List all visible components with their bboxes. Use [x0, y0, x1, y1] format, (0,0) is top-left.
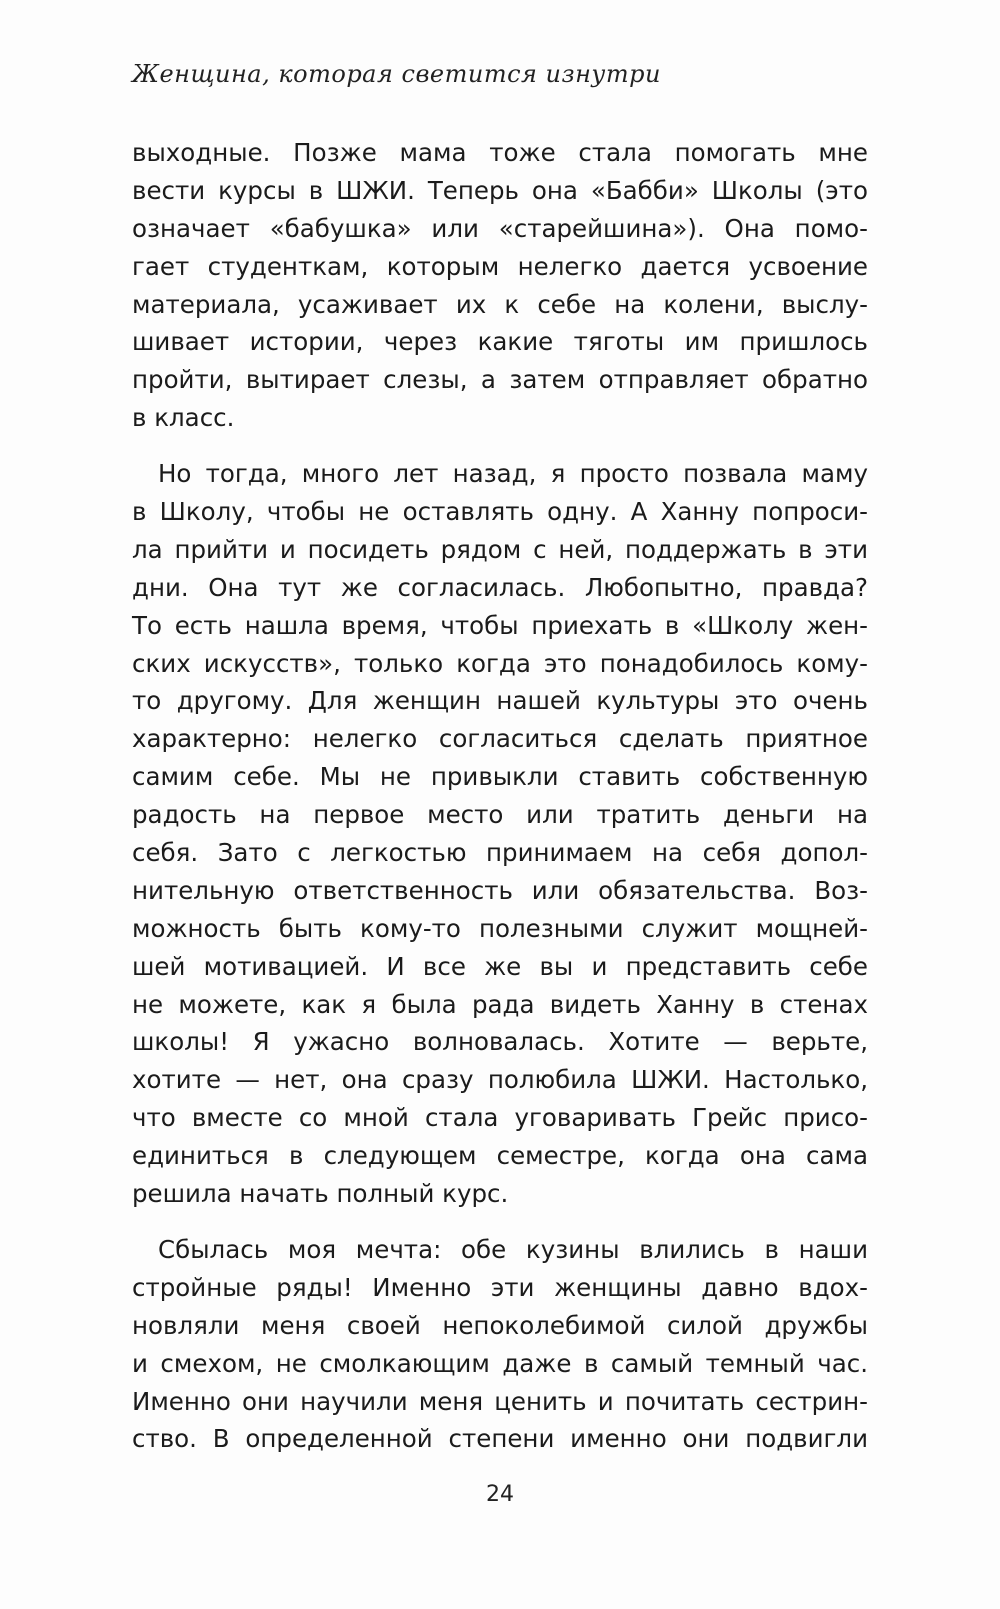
text-line: хотите — нет, она сразу полюбила ШЖИ. Настолько,: [132, 1065, 868, 1095]
text-line: новляли меня своей непоколебимой силой дружбы: [132, 1310, 868, 1340]
text-line: стройные ряды! Именно эти женщины давно вдох-: [132, 1272, 868, 1302]
text-line: характерно: нелегко согласиться сделать приятное: [132, 724, 868, 754]
text-line: выходные. Позже мама тоже стала помогать мне: [132, 138, 868, 167]
paragraph-3: [132, 1231, 868, 1458]
text-line: можность быть кому-то полезными служит мощней-: [132, 913, 868, 943]
text-line: означает «бабушка» или «старейшина»). Она помо-: [132, 213, 868, 243]
text-line: и смехом, не смолкающим даже в самый темный час.: [132, 1348, 868, 1378]
text-line: материала, усаживает их к себе на колени, выслу-: [132, 289, 868, 319]
paragraph-gap: [132, 437, 868, 455]
text-line: Именно они научили меня ценить и почитать сестрин-: [132, 1386, 868, 1416]
paragraph-gap: [132, 1213, 868, 1231]
running-head: Женщина, которая светится изнутри: [132, 60, 661, 88]
text-line: ство. В определенной степени именно они подвигли: [132, 1424, 868, 1454]
text-line: в класс.: [132, 403, 235, 433]
text-line: шей мотивацией. И все же вы и представить себе: [132, 951, 868, 981]
text-line: вести курсы в ШЖИ. Теперь она «Бабби» Школы (это: [132, 175, 868, 205]
text-line: единиться в следующем семестре, когда она сама: [132, 1141, 868, 1171]
text-line: пройти, вытирает слезы, а затем отправляет обратно: [132, 365, 868, 395]
text-line: То есть нашла время, чтобы приехать в «Школу жен-: [132, 610, 868, 640]
text-line: не можете, как я была рада видеть Ханну в стенах: [132, 989, 868, 1019]
text-line: в Школу, чтобы не оставлять одну. А Ханну попроси-: [132, 497, 868, 527]
text-line: самим себе. Мы не привыкли ставить собственную: [132, 762, 868, 792]
text-line: то другому. Для женщин нашей культуры это очень: [132, 686, 868, 716]
text-line: себя. Зато с легкостью принимаем на себя допол-: [132, 838, 868, 868]
text-line: ла прийти и посидеть рядом с ней, поддержать в эти: [132, 534, 868, 564]
text-line: шивает истории, через какие тяготы им пришлось: [132, 327, 868, 357]
paragraph-1: [132, 134, 868, 437]
text-line: что вместе со мной стала уговаривать Грейс присо-: [132, 1103, 868, 1133]
text-line: школы! Я ужасно волновалась. Хотите — верьте,: [132, 1027, 868, 1057]
text-line: ских искусств», только когда это понадобилось кому-: [132, 648, 868, 678]
body-text: [132, 134, 868, 1458]
text-line: нительную ответственность или обязательства. Воз-: [132, 875, 868, 905]
text-line: Сбылась моя мечта: обе кузины влились в наши: [158, 1234, 868, 1264]
text-line: радость на первое место или тратить деньги на: [132, 800, 868, 830]
text-line: гает студенткам, которым нелегко дается усвоение: [132, 251, 868, 281]
text-line: Но тогда, много лет назад, я просто позвала маму: [158, 459, 868, 489]
text-line: решила начать полный курс.: [132, 1179, 509, 1209]
text-line: дни. Она тут же согласилась. Любопытно, правда?: [132, 572, 868, 602]
page-number: 24: [486, 1482, 514, 1507]
paragraph-2: [132, 455, 868, 1213]
